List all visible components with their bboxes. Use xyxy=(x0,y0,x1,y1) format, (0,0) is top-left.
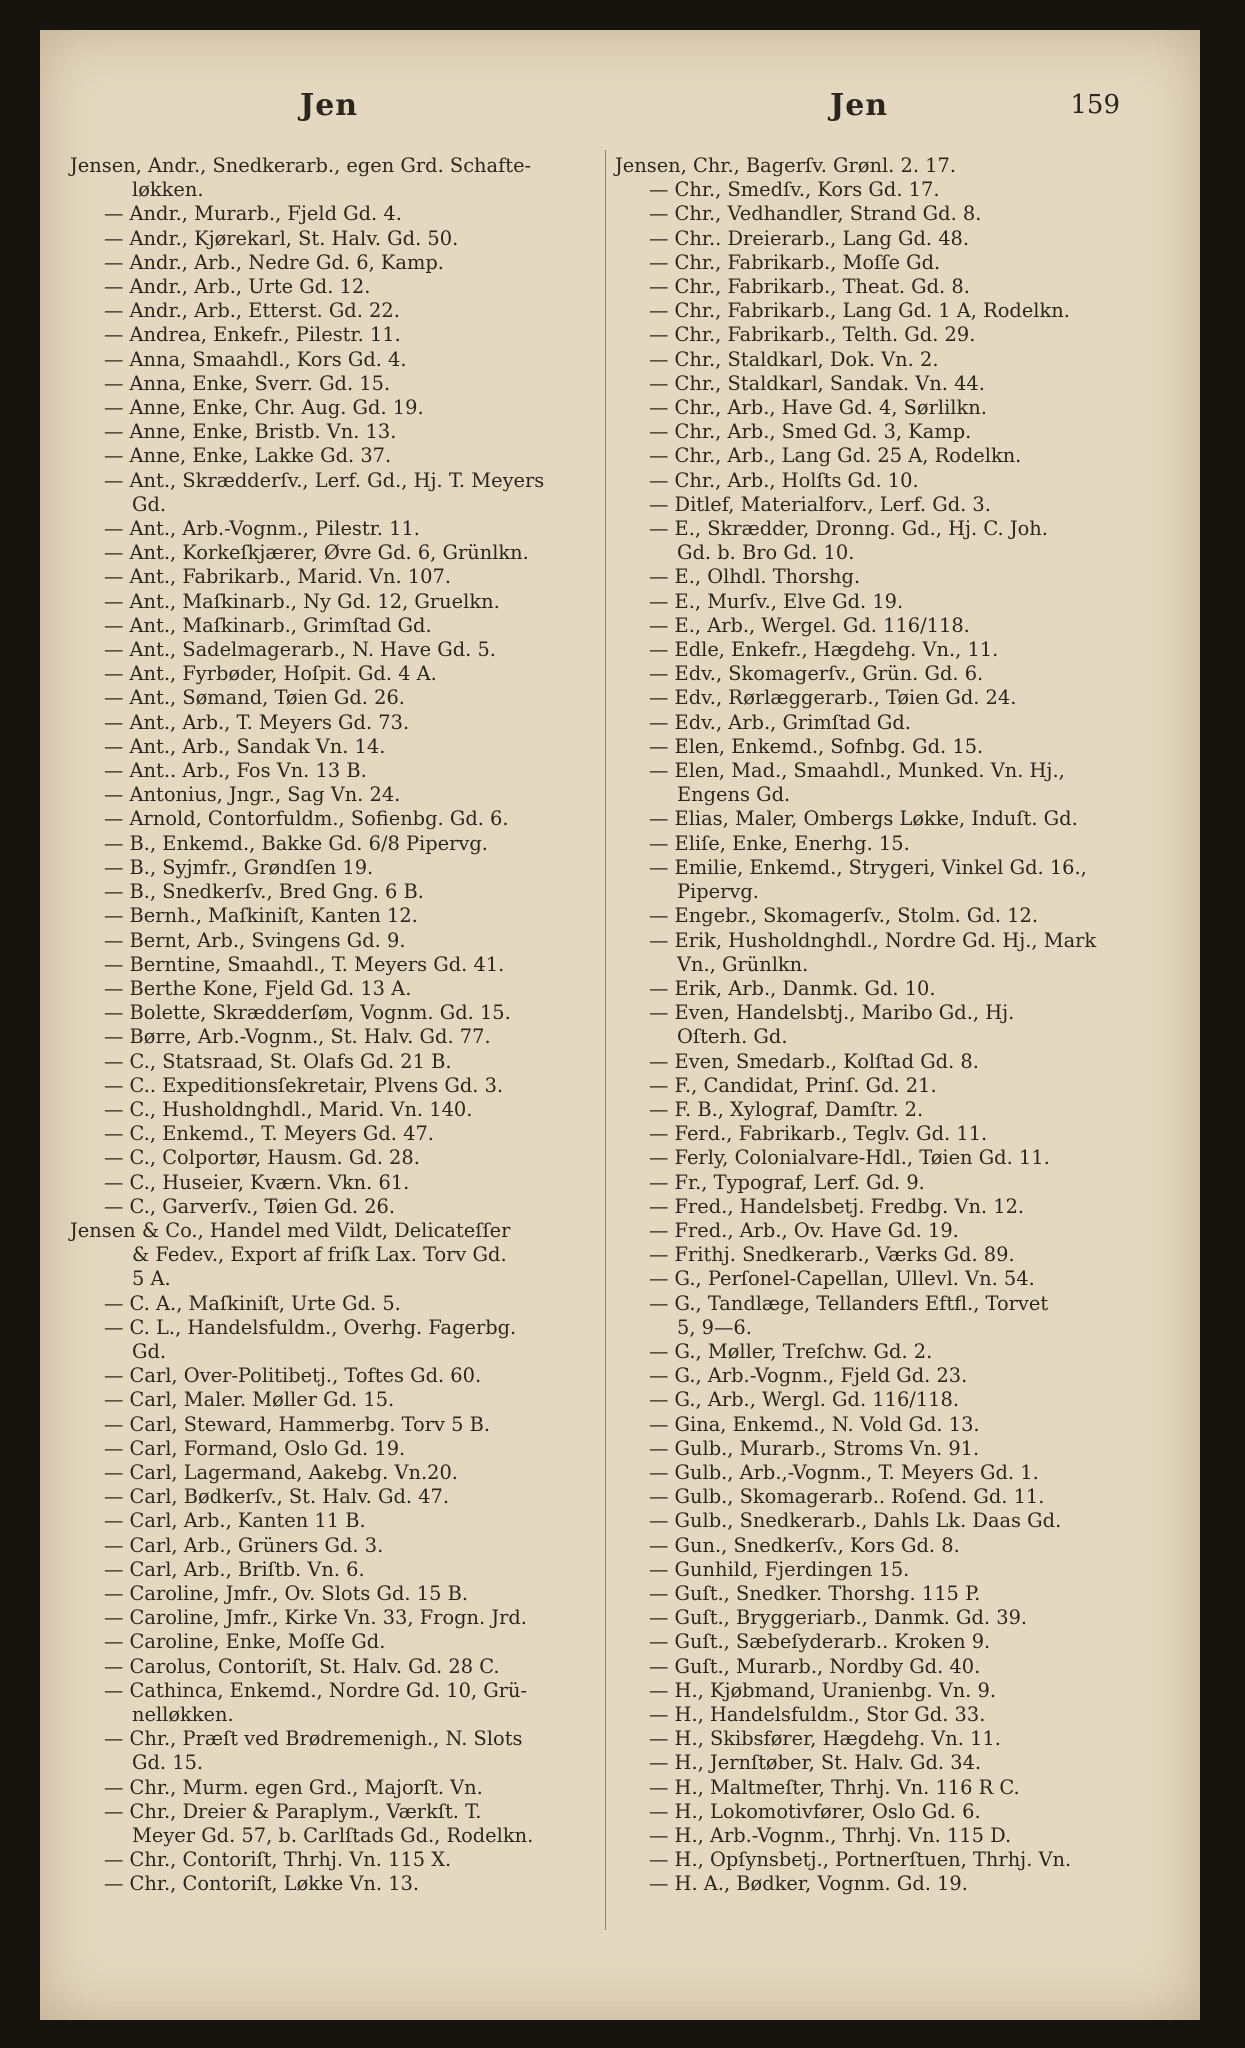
directory-entry: — C., Garverſv., Tøien Gd. 26. xyxy=(104,1194,396,1218)
directory-entry-continuation: Gd. 15. xyxy=(132,1751,204,1775)
directory-entry: — Frithj. Snedkerarb., Værks Gd. 89. xyxy=(649,1243,1015,1267)
directory-entry: — Carl, Formand, Oslo Gd. 19. xyxy=(104,1436,406,1460)
directory-entry: — Even, Handelsbtj., Maribo Gd., Hj. xyxy=(649,1001,1015,1025)
directory-entry: — Ant., Arb.-Vognm., Pilestr. 11. xyxy=(104,517,420,541)
directory-entry: — Gulb., Arb.,-Vognm., T. Meyers Gd. 1. xyxy=(649,1460,1039,1484)
right-column xyxy=(615,154,1175,1897)
directory-entry: — H., Jernſtøber, St. Halv. Gd. 34. xyxy=(649,1751,982,1775)
directory-entry: — B., Enkemd., Bakke Gd. 6/8 Pipervg. xyxy=(104,831,488,855)
directory-entry: — G., Arb., Wergl. Gd. 116/118. xyxy=(649,1388,960,1412)
directory-entry: — Chr., Staldkarl, Sandak. Vn. 44. xyxy=(649,371,985,395)
directory-entry: — Berntine, Smaahdl., T. Meyers Gd. 41. xyxy=(104,952,505,976)
directory-entry: — Andr., Murarb., Fjeld Gd. 4. xyxy=(104,202,402,226)
directory-entry: — Even, Smedarb., Kolſtad Gd. 8. xyxy=(649,1049,979,1073)
directory-entry-continuation: nelløkken. xyxy=(132,1703,234,1726)
directory-entry: — Chr., Fabrikarb., Telth. Gd. 29. xyxy=(649,323,976,347)
directory-entry-continuation: løkken. xyxy=(132,178,204,202)
directory-entry: — Guſt., Snedker. Thorshg. 115 P. xyxy=(649,1581,981,1605)
directory-entry: — Bernh., Maſkiniſt, Kanten 12. xyxy=(104,904,418,928)
directory-entry: — Børre, Arb.-Vognm., St. Halv. Gd. 77. xyxy=(104,1025,491,1049)
directory-entry: — Ditlef, Materialforv., Lerf. Gd. 3. xyxy=(649,492,991,516)
directory-entry: — Chr., Staldkarl, Dok. Vn. 2. xyxy=(649,347,939,371)
directory-entry: — H., Lokomotivfører, Oslo Gd. 6. xyxy=(649,1799,981,1823)
directory-entry: — H., Opſynsbetj., Portnerſtuen, Thrhj. Vn. xyxy=(649,1848,1072,1872)
directory-entry: — Chr., Arb., Have Gd. 4, Sørlilkn. xyxy=(649,396,987,420)
directory-entry: — C., Husholdnghdl., Marid. Vn. 140. xyxy=(104,1097,473,1121)
directory-entry: — F., Candidat, Prinſ. Gd. 21. xyxy=(649,1073,937,1097)
directory-entry: — Anne, Enke, Lakke Gd. 37. xyxy=(104,444,392,468)
directory-entry: — Fred., Arb., Ov. Have Gd. 19. xyxy=(649,1218,959,1242)
directory-entry: — C. A., Maſkiniſt, Urte Gd. 5. xyxy=(104,1291,401,1315)
directory-entry: — Anna, Enke, Sverr. Gd. 15. xyxy=(104,371,391,395)
directory-entry: — Elen, Mad., Smaahdl., Munked. Vn. Hj., xyxy=(649,759,1065,783)
directory-entry-head: Jensen, Andr., Snedkerarb., egen Grd. Schafte- xyxy=(70,154,532,177)
directory-entry: — Berthe Kone, Fjeld Gd. 13 A. xyxy=(104,976,412,1000)
directory-entry: — Andrea, Enkefr., Pilestr. 11. xyxy=(104,323,401,347)
directory-entry: — H., Maltmeſter, Thrhj. Vn. 116 R C. xyxy=(649,1775,1020,1799)
directory-entry: — Arnold, Contorfuldm., Sofienbg. Gd. 6. xyxy=(104,807,509,831)
directory-entry: — Guſt., Sæbeſyderarb.. Kroken 9. xyxy=(649,1630,991,1654)
directory-entry: — F. B., Xylograf, Damſtr. 2. xyxy=(649,1097,924,1121)
directory-entry: — Edv., Skomagerſv., Grün. Gd. 6. xyxy=(649,662,984,686)
directory-entry: — Carl, Arb., Kanten 11 B. xyxy=(104,1509,366,1533)
directory-entry: — Ant., Fyrbøder, Hoſpit. Gd. 4 A. xyxy=(104,662,437,686)
directory-entry-continuation: 5, 9—6. xyxy=(677,1315,752,1339)
directory-entry: — Ant.. Arb., Fos Vn. 13 B. xyxy=(104,759,367,783)
directory-entry: — Chr., Contoriſt, Løkke Vn. 13. xyxy=(104,1872,420,1896)
directory-entry: — Ant., Arb., Sandak Vn. 14. xyxy=(104,734,386,758)
left-column xyxy=(70,154,625,1897)
directory-entry-continuation: & Fedev., Export af friſk Lax. Torv Gd. xyxy=(132,1243,507,1267)
directory-entry: — Chr., Fabrikarb., Theat. Gd. 8. xyxy=(649,275,970,299)
directory-entry: — C. L., Handelsfuldm., Overhg. Fagerbg. xyxy=(104,1315,517,1339)
directory-entry: — Elen, Enkemd., Sofnbg. Gd. 15. xyxy=(649,734,984,758)
directory-entry-continuation: Gd. xyxy=(132,1339,167,1363)
directory-entry: — E., Murſv., Elve Gd. 19. xyxy=(649,589,904,613)
directory-entry: — Carl, Bødkerſv., St. Halv. Gd. 47. xyxy=(104,1485,450,1509)
directory-entry: — Edle, Enkefr., Hægdehg. Vn., 11. xyxy=(649,638,999,662)
directory-entry: — Chr., Arb., Lang Gd. 25 A, Rodelkn. xyxy=(649,444,1022,468)
directory-entry: — Fr., Typograf, Lerf. Gd. 9. xyxy=(649,1170,925,1194)
directory-entry: — Gulb., Snedkerarb., Dahls Lk. Daas Gd. xyxy=(649,1509,1062,1533)
directory-entry: — Carolus, Contoriſt, St. Halv. Gd. 28 C. xyxy=(104,1654,500,1678)
directory-entry: — Gulb., Murarb., Stroms Vn. 91. xyxy=(649,1436,980,1460)
directory-entry-head: Jensen, Chr., Bagerſv. Grønl. 2. 17. xyxy=(615,154,957,177)
page-number: 159 xyxy=(1070,90,1120,120)
directory-entry-head: Jensen & Co., Handel med Vildt, Delicateſſer xyxy=(70,1218,511,1242)
directory-entry: — Eliſe, Enke, Enerhg. 15. xyxy=(649,831,910,855)
directory-entry: — Guſt., Bryggeriarb., Danmk. Gd. 39. xyxy=(649,1606,1028,1630)
directory-entry: — Gun., Snedkerſv., Kors Gd. 8. xyxy=(649,1533,960,1557)
directory-entry: — Ant., Skrædderſv., Lerf. Gd., Hj. T. Meyers xyxy=(104,468,545,492)
directory-entry: — Chr., Arb., Holſts Gd. 10. xyxy=(649,468,919,492)
directory-entry: — Ant., Arb., T. Meyers Gd. 73. xyxy=(104,710,410,734)
directory-entry: — Chr., Smedſv., Kors Gd. 17. xyxy=(649,178,940,202)
directory-entry: — Andr., Arb., Etterst. Gd. 22. xyxy=(104,299,400,323)
directory-entry-continuation: Engens Gd. xyxy=(677,783,791,807)
directory-entry: — Chr., Murm. egen Grd., Majorſt. Vn. xyxy=(104,1775,483,1799)
directory-entry-continuation: Oſterh. Gd. xyxy=(677,1025,788,1049)
directory-entry: — Ferly, Colonialvare-Hdl., Tøien Gd. 11. xyxy=(649,1146,1050,1170)
directory-entry: — Chr., Dreier & Paraplym., Værkſt. T. xyxy=(104,1799,482,1823)
directory-entry-continuation: Meyer Gd. 57, b. Carlſtads Gd., Rodelkn. xyxy=(132,1824,534,1848)
directory-entry: — H., Arb.-Vognm., Thrhj. Vn. 115 D. xyxy=(649,1824,1012,1848)
directory-entry: — Chr., Fabrikarb., Moſſe Gd. xyxy=(649,250,941,274)
directory-entry: — Antonius, Jngr., Sag Vn. 24. xyxy=(104,783,401,807)
directory-entry: — Anna, Smaahdl., Kors Gd. 4. xyxy=(104,347,407,371)
directory-entry: — H. A., Bødker, Vognm. Gd. 19. xyxy=(649,1872,968,1896)
directory-entry-continuation: Vn., Grünlkn. xyxy=(677,952,809,976)
directory-entry: — Carl, Arb., Grüners Gd. 3. xyxy=(104,1533,384,1557)
directory-entry: — Carl, Maler. Møller Gd. 15. xyxy=(104,1388,395,1412)
directory-entry: — Carl, Arb., Briſtb. Vn. 6. xyxy=(104,1557,365,1581)
directory-entry: — G., Arb.-Vognm., Fjeld Gd. 23. xyxy=(649,1364,968,1388)
directory-entry: — Chr., Vedhandler, Strand Gd. 8. xyxy=(649,202,982,226)
directory-entry: — Anne, Enke, Bristb. Vn. 13. xyxy=(104,420,397,444)
directory-entry: — Carl, Over-Politibetj., Toftes Gd. 60. xyxy=(104,1364,482,1388)
directory-entry-continuation: Gd. b. Bro Gd. 10. xyxy=(677,541,855,565)
directory-entry: — C., Statsraad, St. Olafs Gd. 21 B. xyxy=(104,1049,452,1073)
directory-entry: — Chr., Fabrikarb., Lang Gd. 1 A, Rodelkn. xyxy=(649,299,1070,323)
left-running-head: Jen xyxy=(300,88,359,123)
directory-entry: — Chr., Contoriſt, Thrhj. Vn. 115 X. xyxy=(104,1848,452,1872)
directory-entry: — G., Møller, Treſchw. Gd. 2. xyxy=(649,1339,933,1363)
directory-entry: — B., Syjmfr., Grøndſen 19. xyxy=(104,855,374,879)
directory-entry: — Gunhild, Fjerdingen 15. xyxy=(649,1557,910,1581)
directory-entry: — Ant., Sømand, Tøien Gd. 26. xyxy=(104,686,405,710)
directory-entry: — Emilie, Enkemd., Strygeri, Vinkel Gd. 16., xyxy=(649,855,1087,879)
directory-entry: — E., Arb., Wergel. Gd. 116/118. xyxy=(649,613,970,637)
directory-entry: — C., Huseier, Kværn. Vkn. 61. xyxy=(104,1170,410,1194)
directory-entry: — Bernt, Arb., Svingens Gd. 9. xyxy=(104,928,406,952)
directory-entry: — B., Snedkerſv., Bred Gng. 6 B. xyxy=(104,880,424,904)
right-running-head: Jen xyxy=(830,88,889,123)
directory-entry: — H., Kjøbmand, Uranienbg. Vn. 9. xyxy=(649,1678,997,1702)
directory-entry: — C., Colportør, Hausm. Gd. 28. xyxy=(104,1146,420,1170)
directory-entry: — G., Perſonel-Capellan, Ullevl. Vn. 54. xyxy=(649,1267,1035,1291)
directory-page xyxy=(40,30,1200,2020)
directory-entry: — Andr., Kjørekarl, St. Halv. Gd. 50. xyxy=(104,226,459,250)
directory-entry: — Engebr., Skomagerſv., Stolm. Gd. 12. xyxy=(649,904,1038,928)
directory-entry: — Erik, Husholdnghdl., Nordre Gd. Hj., Mark xyxy=(649,928,1097,952)
directory-entry: — Cathinca, Enkemd., Nordre Gd. 10, Grü- xyxy=(104,1678,528,1702)
directory-entry-continuation: 5 A. xyxy=(132,1267,171,1291)
directory-entry: — Ferd., Fabrikarb., Teglv. Gd. 11. xyxy=(649,1122,988,1146)
directory-entry: — Chr., Præſt ved Brødremenigh., N. Slots xyxy=(104,1727,523,1751)
directory-entry: — Andr., Arb., Nedre Gd. 6, Kamp. xyxy=(104,250,444,274)
directory-entry: — Gulb., Skomagerarb.. Roſend. Gd. 11. xyxy=(649,1485,1045,1509)
directory-entry: — Caroline, Jmfr., Ov. Slots Gd. 15 B. xyxy=(104,1581,468,1605)
directory-entry: — Elias, Maler, Ombergs Løkke, Induſt. Gd. xyxy=(649,807,1078,831)
directory-entry-continuation: Pipervg. xyxy=(677,880,759,904)
directory-entry: — Ant., Fabrikarb., Marid. Vn. 107. xyxy=(104,565,452,589)
directory-entry: — E., Skrædder, Dronng. Gd., Hj. C. Joh. xyxy=(649,517,1048,541)
directory-entry: — E., Olhdl. Thorshg. xyxy=(649,565,861,589)
directory-entry: — Chr., Arb., Smed Gd. 3, Kamp. xyxy=(649,420,972,444)
directory-entry: — Caroline, Enke, Moſſe Gd. xyxy=(104,1630,386,1654)
directory-entry: — Ant., Maſkinarb., Ny Gd. 12, Gruelkn. xyxy=(104,589,500,613)
directory-entry: — Andr., Arb., Urte Gd. 12. xyxy=(104,275,371,299)
directory-entry-continuation: Gd. xyxy=(132,492,167,516)
directory-entry: — Gina, Enkemd., N. Vold Gd. 13. xyxy=(649,1412,980,1436)
directory-entry: — Carl, Steward, Hammerbg. Torv 5 B. xyxy=(104,1412,491,1436)
directory-entry: — Erik, Arb., Danmk. Gd. 10. xyxy=(649,976,936,1000)
directory-entry: — Anne, Enke, Chr. Aug. Gd. 19. xyxy=(104,396,424,420)
directory-entry: — Edv., Arb., Grimſtad Gd. xyxy=(649,710,911,734)
directory-entry: — Bolette, Skrædderſøm, Vognm. Gd. 15. xyxy=(104,1001,511,1025)
directory-entry: — Caroline, Jmfr., Kirke Vn. 33, Frogn. Jrd. xyxy=(104,1606,527,1630)
directory-entry: — Ant., Korkeſkjærer, Øvre Gd. 6, Grünlkn. xyxy=(104,541,529,565)
directory-entry: — C.. Expeditionsſekretair, Plvens Gd. 3. xyxy=(104,1073,504,1097)
directory-entry: — Ant., Sadelmagerarb., N. Have Gd. 5. xyxy=(104,638,496,662)
directory-entry: — G., Tandlæge, Tellanders Eftfl., Torvet xyxy=(649,1291,1049,1315)
directory-entry: — H., Skibsfører, Hægdehg. Vn. 11. xyxy=(649,1727,1001,1751)
directory-entry: — Guſt., Murarb., Nordby Gd. 40. xyxy=(649,1654,981,1678)
directory-entry: — Ant., Maſkinarb., Grimſtad Gd. xyxy=(104,613,432,637)
directory-entry: — Carl, Lagermand, Aakebg. Vn.20. xyxy=(104,1460,458,1484)
directory-entry: — Chr.. Dreierarb., Lang Gd. 48. xyxy=(649,226,970,250)
directory-entry: — Fred., Handelsbetj. Fredbg. Vn. 12. xyxy=(649,1194,1025,1218)
directory-entry: — C., Enkemd., T. Meyers Gd. 47. xyxy=(104,1122,434,1146)
directory-entry: — Edv., Rørlæggerarb., Tøien Gd. 24. xyxy=(649,686,1017,710)
directory-entry: — H., Handelsfuldm., Stor Gd. 33. xyxy=(649,1703,986,1726)
